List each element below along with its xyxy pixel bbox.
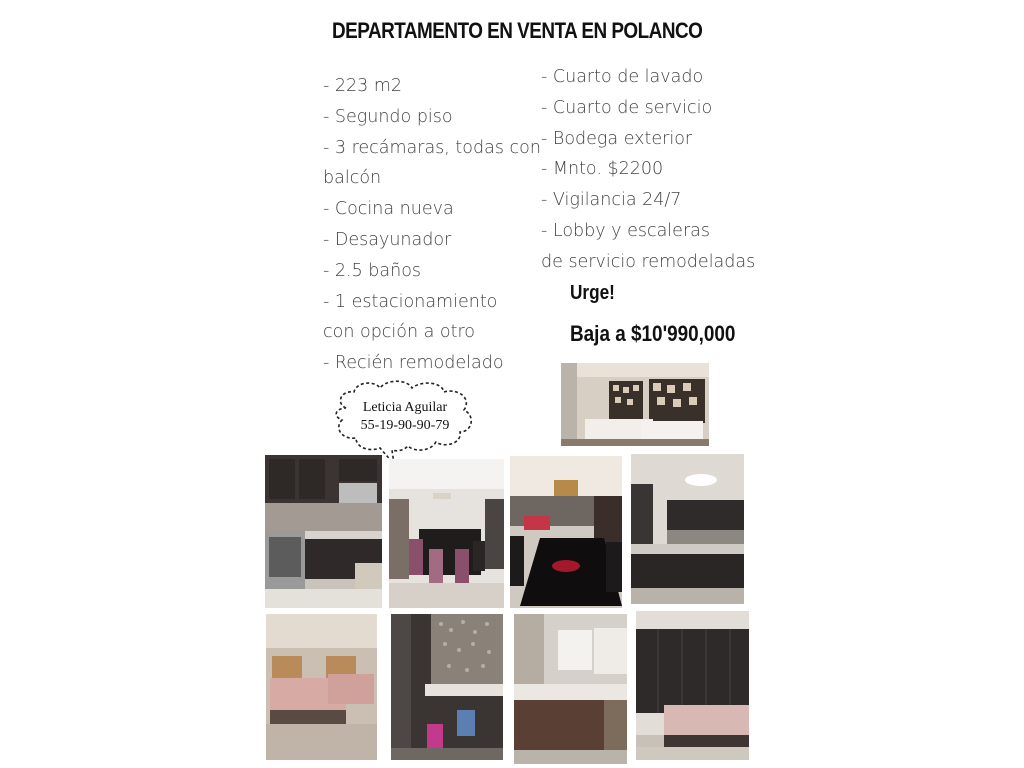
features-left-list: [323, 71, 541, 379]
urge-text: Urge!: [570, 282, 615, 304]
feature-item: - Cocina nueva: [323, 199, 454, 220]
feature-item: - Recién remodelado: [323, 353, 504, 374]
feature-item: - 3 recámaras, todas con: [323, 137, 541, 158]
feature-item: - Cuarto de lavado: [541, 67, 704, 87]
feature-item: de servicio remodeladas: [541, 251, 756, 272]
feature-item: - Lobby y escaleras: [541, 220, 710, 241]
feature-item: - 2.5 baños: [323, 260, 422, 281]
feature-item: balcón: [323, 168, 382, 189]
feature-item: - Desayunador: [323, 229, 452, 250]
contact-phone: 55-19-90-90-79: [360, 418, 450, 433]
feature-item: - Vigilancia 24/7: [541, 190, 682, 211]
flyer-title: DEPARTAMENTO EN VENTA EN POLANCO: [332, 18, 703, 43]
kitchen-photo: [265, 455, 382, 608]
feature-item: - 223 m2: [323, 76, 403, 96]
dining-table-photo: [510, 456, 622, 608]
feature-item: - Bodega exterior: [541, 128, 693, 149]
contact-cloud: [332, 378, 478, 466]
feature-item: - 1 estacionamiento: [323, 291, 498, 312]
kitchen-cabinets-photo: [631, 454, 744, 604]
features-right-list: [541, 62, 755, 278]
contact-name: Leticia Aguilar: [362, 400, 448, 415]
master-bedroom-photo: [636, 611, 749, 760]
feature-item: - Mnto. $2200: [541, 159, 664, 180]
feature-item: con opción a otro: [323, 322, 476, 343]
bathroom-vanity-photo: [514, 614, 627, 764]
dining-room-photo: [389, 459, 504, 608]
feature-item: - Segundo piso: [323, 106, 453, 127]
feature-item: - Cuarto de servicio: [541, 97, 713, 118]
bedroom-headboards-photo: [561, 363, 709, 446]
price-text: Baja a $10'990,000: [570, 321, 736, 346]
twin-bedroom-photo: [266, 614, 377, 760]
bathroom-shower-photo: [391, 614, 503, 760]
